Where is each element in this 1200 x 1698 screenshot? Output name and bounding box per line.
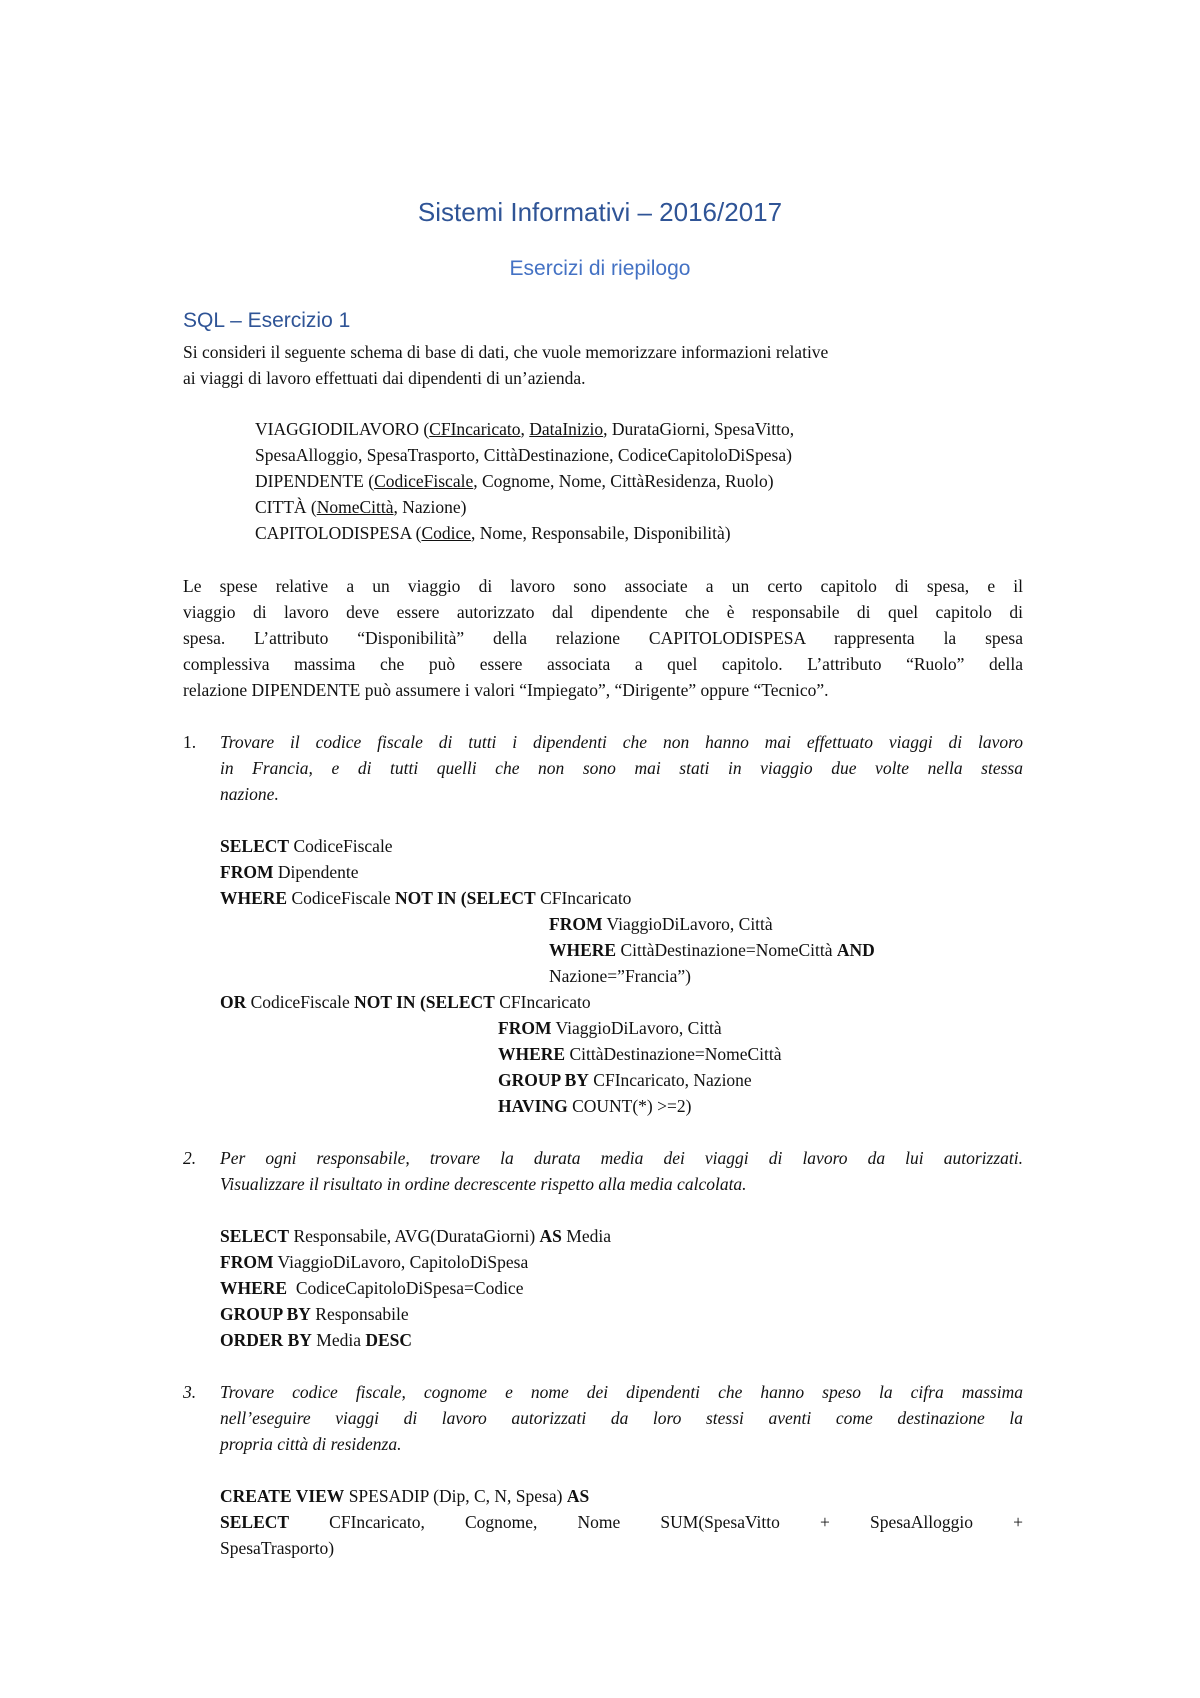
query1-line-7: [220, 989, 591, 1015]
sql-keyword: ORDER BY: [220, 1330, 312, 1350]
sql-keyword: FROM: [220, 862, 274, 882]
exercise-3-number: 3.: [183, 1382, 197, 1402]
sql-keyword: CREATE VIEW: [220, 1486, 345, 1506]
sql-keyword: OR: [220, 992, 247, 1012]
sql-text: Media: [311, 1330, 366, 1350]
schema-citta-name: CITTÀ (: [255, 497, 317, 517]
document-subtitle: Esercizi di riepilogo: [509, 257, 691, 280]
description-line-2: viaggio di lavoro deve essere autorizzato dal dipendente che è responsabile di quel capitolo di: [183, 602, 1023, 622]
sql-text: CFIncaricato: [535, 888, 632, 908]
schema-viaggio-key2: DataInizio: [529, 419, 604, 439]
query1-line-10: [498, 1067, 752, 1093]
schema-dipendente: [255, 468, 774, 494]
query3-line-2: [220, 1509, 1023, 1535]
query2-line-4: [220, 1301, 409, 1327]
query1-line-3: [220, 885, 631, 911]
sql-keyword: AS: [566, 1486, 590, 1506]
schema-capitolo-key: Codice: [421, 523, 472, 543]
query2-line-3: [220, 1275, 523, 1301]
sql-text: CodiceFiscale: [246, 992, 355, 1012]
query3-line-3: SpesaTrasporto): [220, 1538, 335, 1558]
sql-keyword: GROUP BY: [220, 1304, 311, 1324]
schema-capitolo-name: CAPITOLODISPESA (: [255, 523, 422, 543]
sql-text: Media: [561, 1226, 611, 1246]
sql-text: CodiceFiscale: [287, 888, 395, 908]
sql-text: ViaggioDiLavoro, Città: [602, 914, 773, 934]
description-line-1: Le spese relative a un viaggio di lavoro sono associate a un certo capitolo di spesa, e il: [183, 576, 1023, 596]
sql-text: ViaggioDiLavoro, Città: [551, 1018, 722, 1038]
schema-citta-rest: , Nazione): [393, 497, 467, 517]
exercise-2-line-1: Per ogni responsabile, trovare la durata media dei viaggi di lavoro da lui autorizzati.: [220, 1148, 1023, 1168]
schema-viaggio-key1: CFIncaricato: [429, 419, 521, 439]
sql-keyword: DESC: [365, 1330, 413, 1350]
query1-line-2: [220, 859, 359, 885]
sql-keyword: NOT IN (SELECT: [354, 992, 495, 1012]
sql-keyword: WHERE: [220, 1278, 288, 1298]
exercise-1-line-1: Trovare il codice fiscale di tutti i dipendenti che non hanno mai effettuato viaggi di lavoro: [220, 732, 1023, 752]
query3-line-1: [220, 1483, 589, 1509]
schema-viaggio: [255, 416, 794, 442]
schema-capitolo-rest: , Nome, Responsabile, Disponibilità): [471, 523, 731, 543]
schema-viaggio-rest1: , DurataGiorni, SpesaVitto,: [603, 419, 795, 439]
sql-keyword: GROUP BY: [498, 1070, 589, 1090]
exercise-1-line-3: nazione.: [220, 784, 279, 804]
sql-keyword: WHERE: [498, 1044, 566, 1064]
schema-citta: [255, 494, 466, 520]
sql-text: COUNT(*) >=2): [567, 1096, 692, 1116]
description-line-5: relazione DIPENDENTE può assumere i valori “Impiegato”, “Dirigente” oppure “Tecnico”.: [183, 680, 829, 700]
sql-keyword: WHERE: [220, 888, 288, 908]
document-title: Sistemi Informativi – 2016/2017: [417, 197, 783, 227]
sql-text: CodiceCapitoloDiSpesa=Codice: [287, 1278, 524, 1298]
sql-text: ViaggioDiLavoro, CapitoloDiSpesa: [273, 1252, 529, 1272]
schema-dipendente-name: DIPENDENTE (: [255, 471, 375, 491]
section-heading: SQL – Esercizio 1: [183, 309, 351, 332]
sql-keyword: WHERE: [549, 940, 617, 960]
query2-line-1: [220, 1223, 611, 1249]
sql-text: CFIncaricato, Cognome, Nome SUM(SpesaVitto + SpesaAlloggio +: [289, 1512, 1023, 1532]
schema-viaggio-line-2: SpesaAlloggio, SpesaTrasporto, CittàDestinazione, CodiceCapitoloDiSpesa): [255, 445, 792, 465]
exercise-3-line-2: nell’eseguire viaggi di lavoro autorizzati da loro stessi aventi come destinazione la: [220, 1408, 1023, 1428]
sql-keyword: HAVING: [498, 1096, 568, 1116]
exercise-2-number: 2.: [183, 1148, 197, 1168]
schema-capitolo: [255, 520, 731, 546]
sql-text: CFIncaricato, Nazione: [588, 1070, 752, 1090]
query1-line-11: [498, 1093, 691, 1119]
sql-keyword: NOT IN (SELECT: [395, 888, 536, 908]
query1-line-4: [549, 911, 773, 937]
sql-text: Responsabile, AVG(DurataGiorni): [289, 1226, 540, 1246]
schema-viaggio-name: VIAGGIODILAVORO (: [255, 419, 430, 439]
sql-keyword: AND: [836, 940, 875, 960]
sql-text: SPESADIP (Dip, C, N, Spesa): [344, 1486, 567, 1506]
sql-keyword: AS: [539, 1226, 562, 1246]
query1-line-9: [498, 1041, 782, 1067]
sql-text: CodiceFiscale: [289, 836, 393, 856]
query1-line-6: Nazione=”Francia”): [549, 966, 692, 986]
schema-viaggio-sep: ,: [520, 419, 530, 439]
intro-line-2: ai viaggi di lavoro effettuati dai dipendenti di un’azienda.: [183, 368, 586, 388]
schema-dipendente-key: CodiceFiscale: [374, 471, 474, 491]
exercise-1-line-2: in Francia, e di tutti quelli che non sono mai stati in viaggio due volte nella stessa: [220, 758, 1023, 778]
exercise-3-line-1: Trovare codice fiscale, cognome e nome dei dipendenti che hanno speso la cifra massima: [220, 1382, 1023, 1402]
intro-line-1: Si consideri il seguente schema di base di dati, che vuole memorizzare informazioni relative: [183, 342, 829, 362]
sql-keyword: FROM: [220, 1252, 274, 1272]
schema-citta-key: NomeCittà: [316, 497, 394, 517]
query1-line-1: [220, 833, 393, 859]
query1-line-8: [498, 1015, 722, 1041]
description-line-3: spesa. L’attributo “Disponibilità” della relazione CAPITOLODISPESA rappresenta la spesa: [183, 628, 1023, 648]
description-line-4: complessiva massima che può essere associata a quel capitolo. L’attributo “Ruolo” della: [183, 654, 1023, 674]
sql-text: Responsabile: [310, 1304, 409, 1324]
sql-keyword: SELECT: [220, 1226, 290, 1246]
sql-text: CFIncaricato: [494, 992, 591, 1012]
exercise-2-line-2: Visualizzare il risultato in ordine decrescente rispetto alla media calcolata.: [220, 1174, 747, 1194]
query1-line-5: [549, 937, 875, 963]
sql-text: CittàDestinazione=NomeCittà: [616, 940, 837, 960]
sql-keyword: FROM: [498, 1018, 552, 1038]
query2-line-2: [220, 1249, 528, 1275]
exercise-1-number: 1.: [183, 732, 197, 752]
sql-keyword: FROM: [549, 914, 603, 934]
sql-keyword: SELECT: [220, 836, 290, 856]
sql-text: Dipendente: [273, 862, 359, 882]
exercise-3-line-3: propria città di residenza.: [220, 1434, 402, 1454]
query2-line-5: [220, 1327, 412, 1353]
sql-text: CittàDestinazione=NomeCittà: [565, 1044, 782, 1064]
sql-keyword: SELECT: [220, 1512, 290, 1532]
schema-dipendente-rest: , Cognome, Nome, CittàResidenza, Ruolo): [473, 471, 774, 491]
